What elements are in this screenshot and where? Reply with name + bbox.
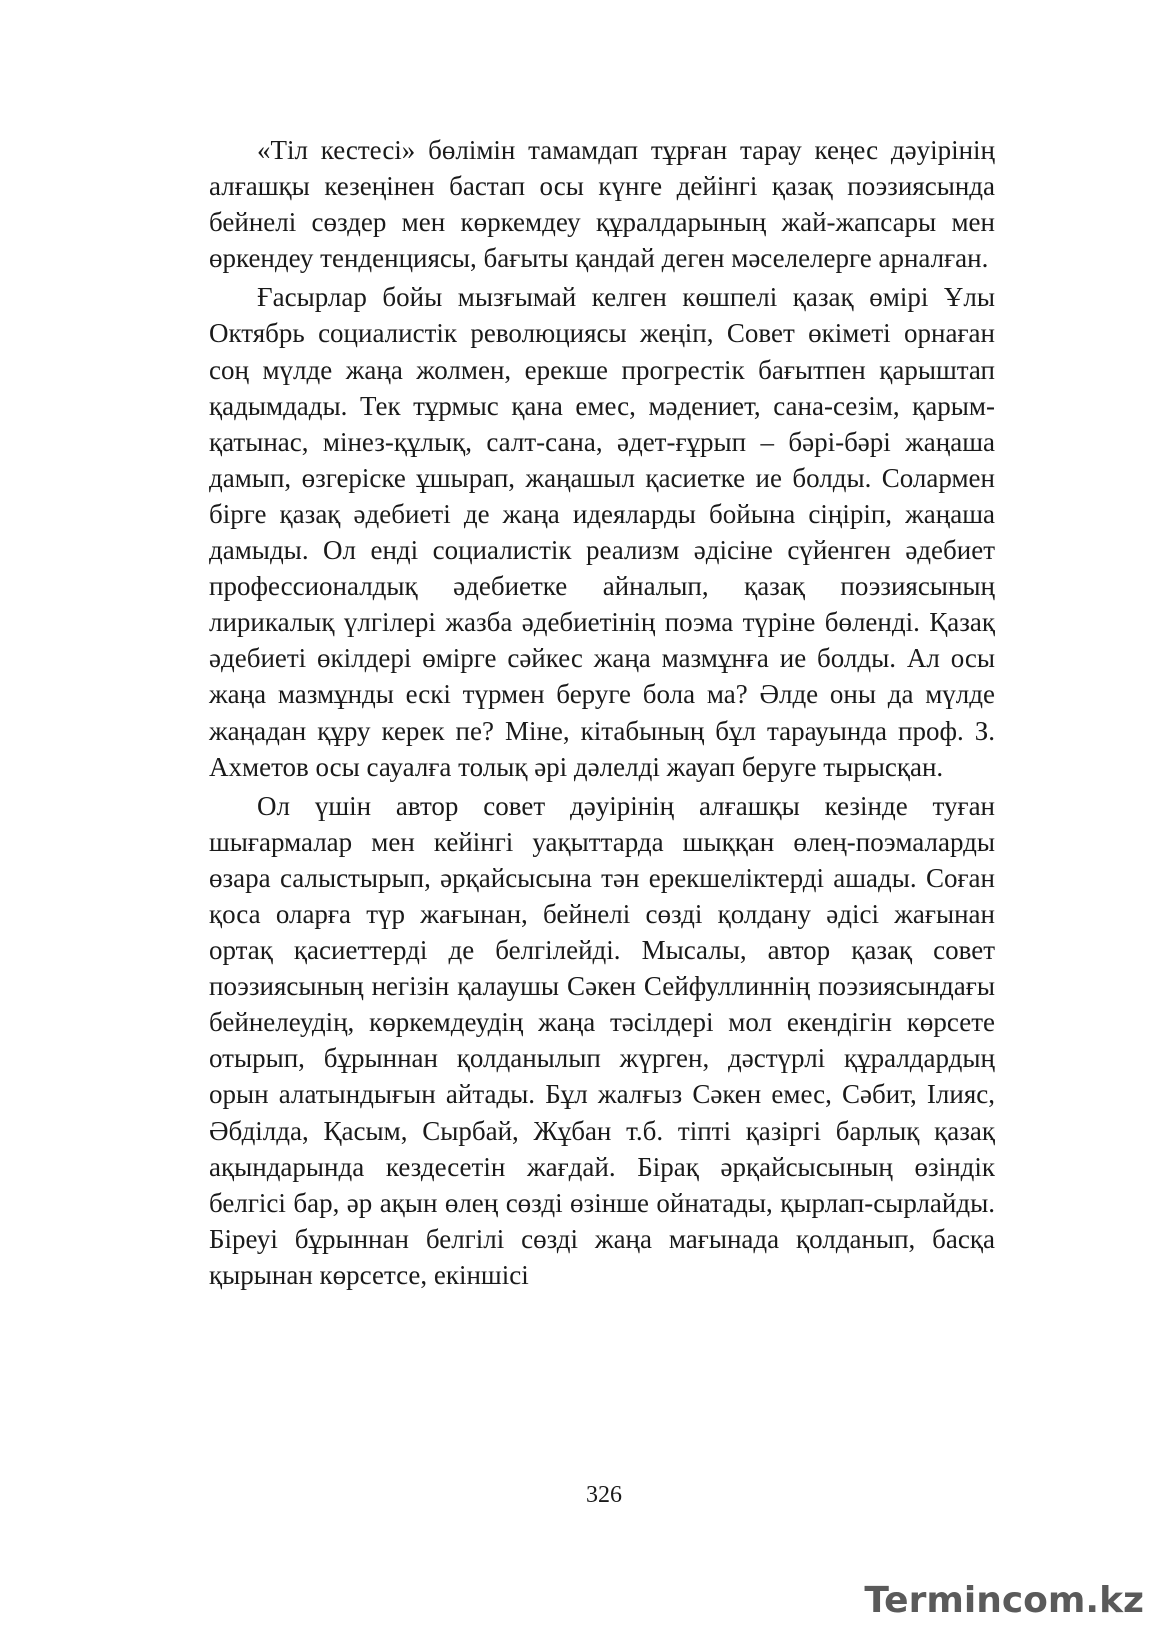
paragraph-2: Ғасырлар бойы мызғымай келген көшпелі қазақ өмірі Ұлы Октябрь социалистік революциясы жеңіп, Совет өкіметі орнаған соң мүлде жаңа жолмен, ерекше прогрестік бағытпен қарыштап қадымдады. Тек тұрмыс қана емес, мәдениет, сана-сезім, қарым-қатынас, мінез-құлық, салт-сана, әдет-ғұрып – бәрі-бәрі жаңаша дамып, өзгеріске ұшырап, жаңашыл қасиетке ие болды. Солармен бірге қазақ әдебиеті де жаңа идеяларды бойына сіңіріп, жаңаша дамыды. Ол енді социалистік реализм әдісіне сүйенген әдебиет профессионалдық әдебиетке айналып, қазақ поэзиясының лирикалық үлгілері жазба әдебиетінің поэма түріне бөленді. Қазақ әдебиеті өкілдері өмірге сәйкес жаңа мазмұнға ие болды. Ал осы жаңа мазмұнды ескі түрмен беруге бола ма? Әлде оны да мүлде жаңадан құру керек пе? Міне, кітабының бұл тарауында проф. З. Ахметов осы сауалға толық әрі дәлелді жауап беруге тырысқан. [209, 282, 995, 782]
paragraph-1: «Тіл кестесі» бөлімін тамамдап тұрған тарау кеңес дәуірінің алғашқы кезеңінен бастап осы күнге дейінгі қазақ поэзиясында бейнелі сөздер мен көркемдеу құралдарының жай-жапсары мен өркендеу тенденциясы, бағыты қандай деген мәселелерге арналған. [209, 135, 995, 274]
body-text [209, 132, 995, 1296]
page-number: 326 [586, 1482, 622, 1508]
site-watermark: Termincom.kz [864, 1580, 1144, 1621]
paragraph-3: Ол үшін автор совет дәуірінің алғашқы кезінде туған шығармалар мен кейінгі уақыттарда шыққан өлең-поэмаларды өзара салыстырып, әрқайсысына тән ерекшеліктерді ашады. Соған қоса оларға түр жағынан, бейнелі сөзді қолдану әдісі жағынан ортақ қасиеттерді де белгілейді. Мысалы, автор қазақ совет поэзиясының негізін қалаушы Сәкен Сейфуллиннің поэзиясындағы бейнелеудің, көркемдеудің жаңа тәсілдері мол екендігін көрсете отырып, бұрыннан қолданылып жүрген, дәстүрлі құралдардың орын алатындығын айтады. Бұл жалғыз Сәкен емес, Сәбит, Ілияс, Әбділда, Қасым, Сырбай, Жұбан т.б. тіпті қазіргі барлық қазақ ақындарында кездесетін жағдай. Бірақ әрқайсысының өзіндік белгісі бар, әр ақын өлең сөзді өзінше ойнатады, қырлап-сырлайды. Біреуі бұрыннан белгілі сөзді жаңа мағынада қолданып, басқа қырынан көрсетсе, екіншісі [209, 790, 995, 1290]
